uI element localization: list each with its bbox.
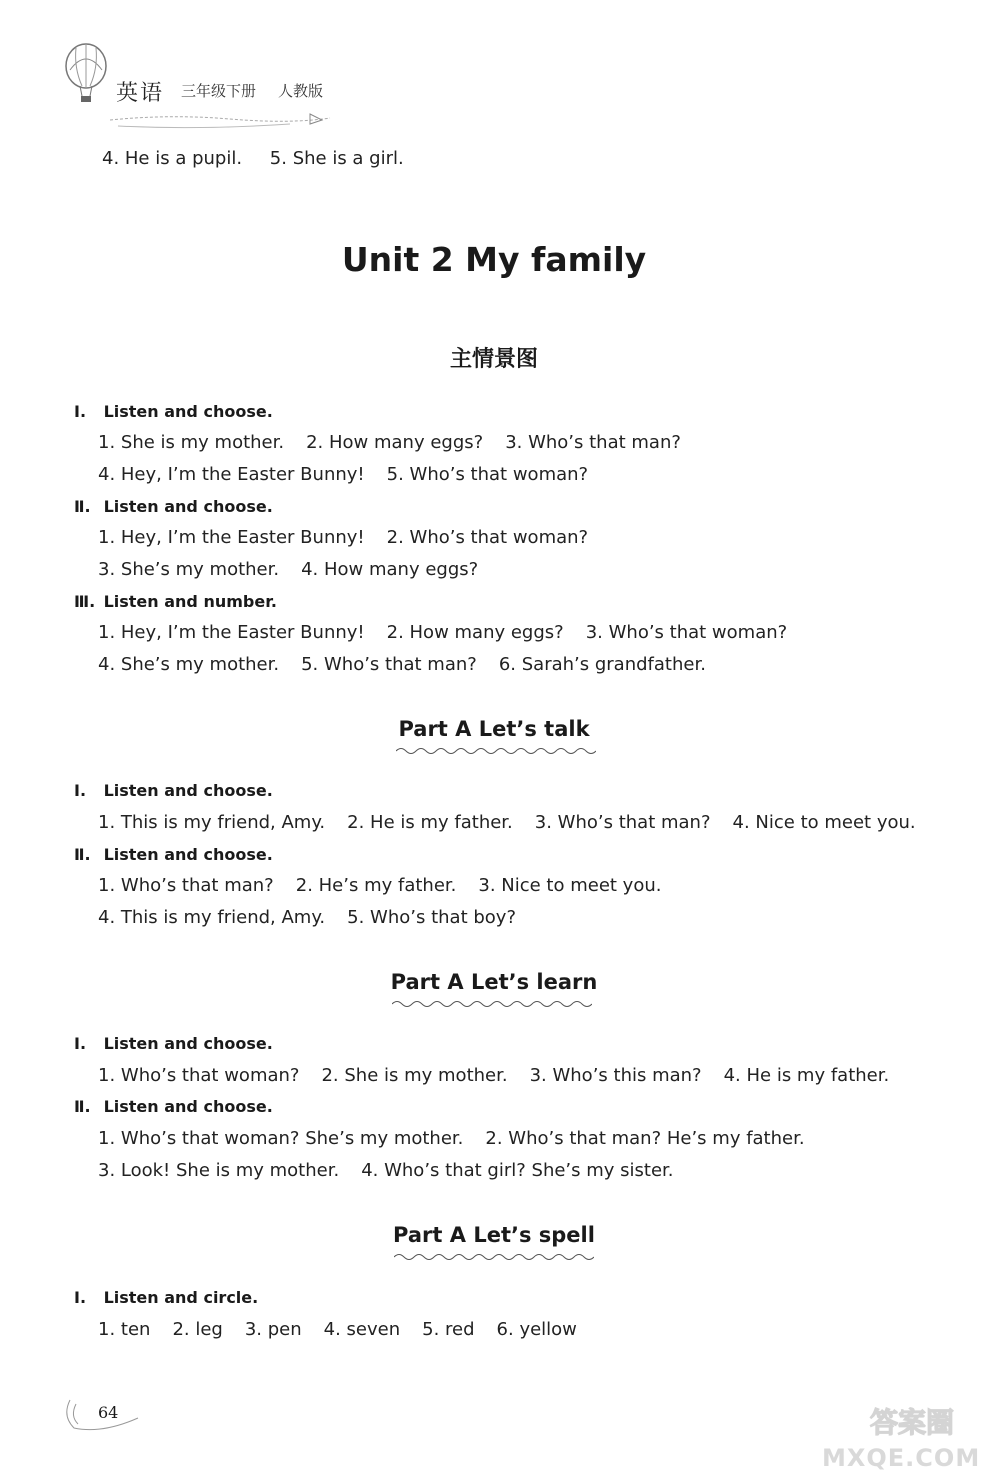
answer-line: 1. Who’s that woman? She’s my mother. 2. Who’s that man? He’s my father. [98, 1128, 805, 1149]
answer-line: 4. Hey, I’m the Easter Bunny! 5. Who’s that woman? [98, 464, 589, 485]
wavy-underline [396, 746, 596, 756]
answer-line: 3. Look! She is my mother. 4. Who’s that girl? She’s my sister. [98, 1160, 674, 1181]
question-heading: Ⅰ. Listen and circle. [74, 1288, 259, 1307]
answer-line: 4. This is my friend, Amy. 5. Who’s that boy? [98, 907, 517, 928]
question-heading: Ⅱ. Listen and choose. [74, 1097, 273, 1116]
answer-line: 1. Who’s that man? 2. He’s my father. 3. Nice to meet you. [98, 875, 662, 896]
grade-label: 三年级下册 [181, 82, 257, 100]
watermark-logo [812, 1400, 992, 1474]
section-heading-spell: Part A Let’s spell [393, 1223, 595, 1247]
section-heading-talk: Part A Let’s talk [398, 717, 590, 741]
wavy-underline [394, 1252, 594, 1262]
question-heading: Ⅰ. Listen and choose. [74, 781, 273, 800]
hot-air-balloon-icon [56, 40, 120, 110]
question-heading: Ⅲ. Listen and number. [74, 592, 277, 611]
intro-line [102, 148, 426, 169]
unit-title: Unit 2 My family [341, 240, 647, 279]
answer-line: 1. Hey, I’m the Easter Bunny! 2. How many eggs? 3. Who’s that woman? [98, 622, 788, 643]
page-number: 64 [98, 1403, 119, 1422]
subject-label: 英语 [116, 81, 165, 106]
edition-label: 人教版 [278, 82, 324, 100]
question-heading: Ⅰ. Listen and choose. [74, 402, 273, 421]
answer-line: 1. She is my mother. 2. How many eggs? 3. Who’s that man? [98, 432, 681, 453]
wavy-underline [392, 999, 592, 1009]
answer-line: 3. She’s my mother. 4. How many eggs? [98, 559, 479, 580]
svg-text:MXQE.COM: MXQE.COM [822, 1444, 981, 1472]
answer-line: 4. She’s my mother. 5. Who’s that man? 6. Sarah’s grandfather. [98, 654, 706, 675]
question-heading: Ⅱ. Listen and choose. [74, 845, 273, 864]
answer-line: 1. ten 2. leg 3. pen 4. seven 5. red 6. yellow [98, 1319, 577, 1340]
intro-item: 5. She is a girl. [269, 148, 404, 169]
header-decoration [110, 110, 490, 132]
question-heading: Ⅱ. Listen and choose. [74, 497, 273, 516]
section-heading-learn: Part A Let’s learn [390, 970, 598, 994]
intro-item: 4. He is a pupil. [102, 148, 243, 169]
answer-line: 1. Hey, I’m the Easter Bunny! 2. Who’s that woman? [98, 527, 589, 548]
scene-heading: 主情景图 [449, 347, 538, 372]
answer-line: 1. This is my friend, Amy. 2. He is my father. 3. Who’s that man? 4. Nice to meet you. [98, 812, 916, 833]
question-heading: Ⅰ. Listen and choose. [74, 1034, 273, 1053]
svg-text:答案圈: 答案圈 [870, 1406, 955, 1439]
answer-line: 1. Who’s that woman? 2. She is my mother. 3. Who’s this man? 4. He is my father. [98, 1065, 890, 1086]
